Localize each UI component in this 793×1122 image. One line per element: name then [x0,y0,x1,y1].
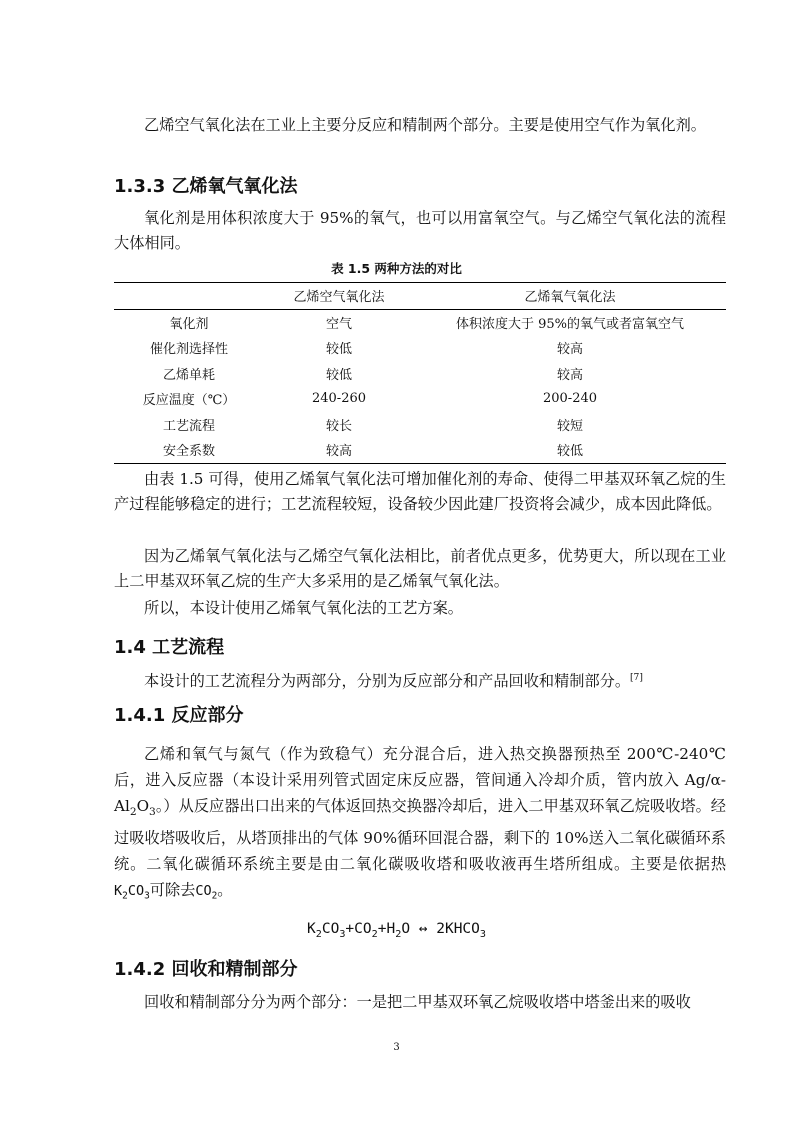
table-cell: 240-260 [311,391,367,407]
table-row [114,412,726,438]
table-cell: 较低 [325,367,352,383]
table-row [114,309,726,335]
table-row [114,386,726,412]
table-row [114,335,726,361]
table-header-cell [114,283,264,310]
subscript: 3 [149,805,156,819]
table-caption: 表 1.5 两种方法的对比 [331,261,462,276]
table-cell: 较高 [556,342,583,358]
table-cell: 较低 [556,444,583,460]
heading-1-4: 1.4 工艺流程 [114,637,225,658]
table-header-row [114,283,726,310]
table-cell: 催化剂选择性 [149,342,228,358]
paragraph-text: O [136,797,150,815]
citation-ref: [7] [630,673,643,683]
table-cell: 工艺流程 [162,418,215,434]
paragraph-reaction-section [114,741,726,910]
paragraph-oxygen-oxidant: 氧化剂是用体积浓度大于 95%的氧气，也可以用富氧空气。与乙烯空气氧化法的流程大体相同。 [114,209,726,252]
paragraph-air-oxidation: 乙烯空气氧化法在工业上主要分反应和精制两个部分。主要是使用空气作为氧化剂。 [144,116,706,134]
paragraph-text: 乙烯和氧气与氮气（作为致稳气）充分混合后，进入热交换器预热至 200℃-240℃后，进入反应器（本设计采用列管式固定床反应器，管间通入冷却介质，管内放入 Ag/α-Al [114,745,726,815]
paragraph-design-choice: 所以，本设计使用乙烯氧气氧化法的工艺方案。 [144,599,463,617]
subscript: 2 [129,805,137,819]
heading-1-3-3: 1.3.3 乙烯氧气氧化法 [114,176,298,197]
table-row [114,437,726,463]
paragraph-text: 。）从反应器出口出来的气体返回热交换器冷却后，进入二甲基双环氧乙烷吸收塔。经过吸收塔吸收后，从塔顶排出的气体 90%循环回混合器，剩下的 10%送入二氧化碳循环系统。二氧化碳循环系统主要是由二氧化碳吸收塔和吸收液再生塔所组成。主要是依据热 [114,797,726,874]
table-cell: 较高 [325,444,352,460]
table-cell: 反应温度（℃） [142,393,236,409]
paragraph-advantages: 因为乙烯氧气氧化法与乙烯空气氧化法相比，前者优点更多，优势更大，所以现在工业上二甲基双环氧乙烷的生产大多采用的是乙烯氧气氧化法。 [114,547,726,590]
table-header-cell: 乙烯空气氧化法 [293,290,385,306]
comparison-table [114,282,726,464]
table-cell: 200-240 [542,391,598,407]
table-cell: 空气 [325,316,352,332]
table-cell: 较高 [556,367,583,383]
heading-1-4-1: 1.4.1 反应部分 [114,705,244,726]
page-number: 3 [393,1042,400,1053]
paragraph-text: 本设计的工艺流程分为两部分，分别为反应部分和产品回收和精制部分。 [144,672,630,691]
table-cell: 乙烯单耗 [162,367,215,383]
table-cell: 较低 [325,342,352,358]
table-cell: 较长 [325,418,352,434]
paragraph-text: 。 [217,881,233,900]
table-cell: 安全系数 [162,444,215,460]
table-cell: 体积浓度大于 95%的氧气或者富氧空气 [455,316,685,332]
paragraph-process-overview [114,666,726,694]
heading-1-4-2: 1.4.2 回收和精制部分 [114,959,298,980]
paragraph-table-conclusion: 由表 1.5 可得，使用乙烯氧气氧化法可增加催化剂的寿命、使得二甲基双环氧乙烷的生产过程能够稳定的进行；工艺流程较短，设备较少因此建厂投资将会减少，成本因此降低。 [114,470,726,513]
table-header-cell: 乙烯氧气氧化法 [524,290,616,306]
table-cell: 氧化剂 [169,316,209,332]
paragraph-text: 可除去 [149,881,196,900]
table-cell: 较短 [556,418,583,434]
chemical-equation: $K_2CO_3+CO_2+H_2O$ ↔ $2KHCO_3$ [307,921,486,940]
formula-k2co3: $K_2CO_3$ [114,883,150,902]
table-row [114,361,726,387]
formula-co2: $CO_2$ [195,883,218,902]
paragraph-recovery-section: 回收和精制部分分为两个部分：一是把二甲基双环氧乙烷吸收塔中塔釜出来的吸收 [144,993,691,1011]
